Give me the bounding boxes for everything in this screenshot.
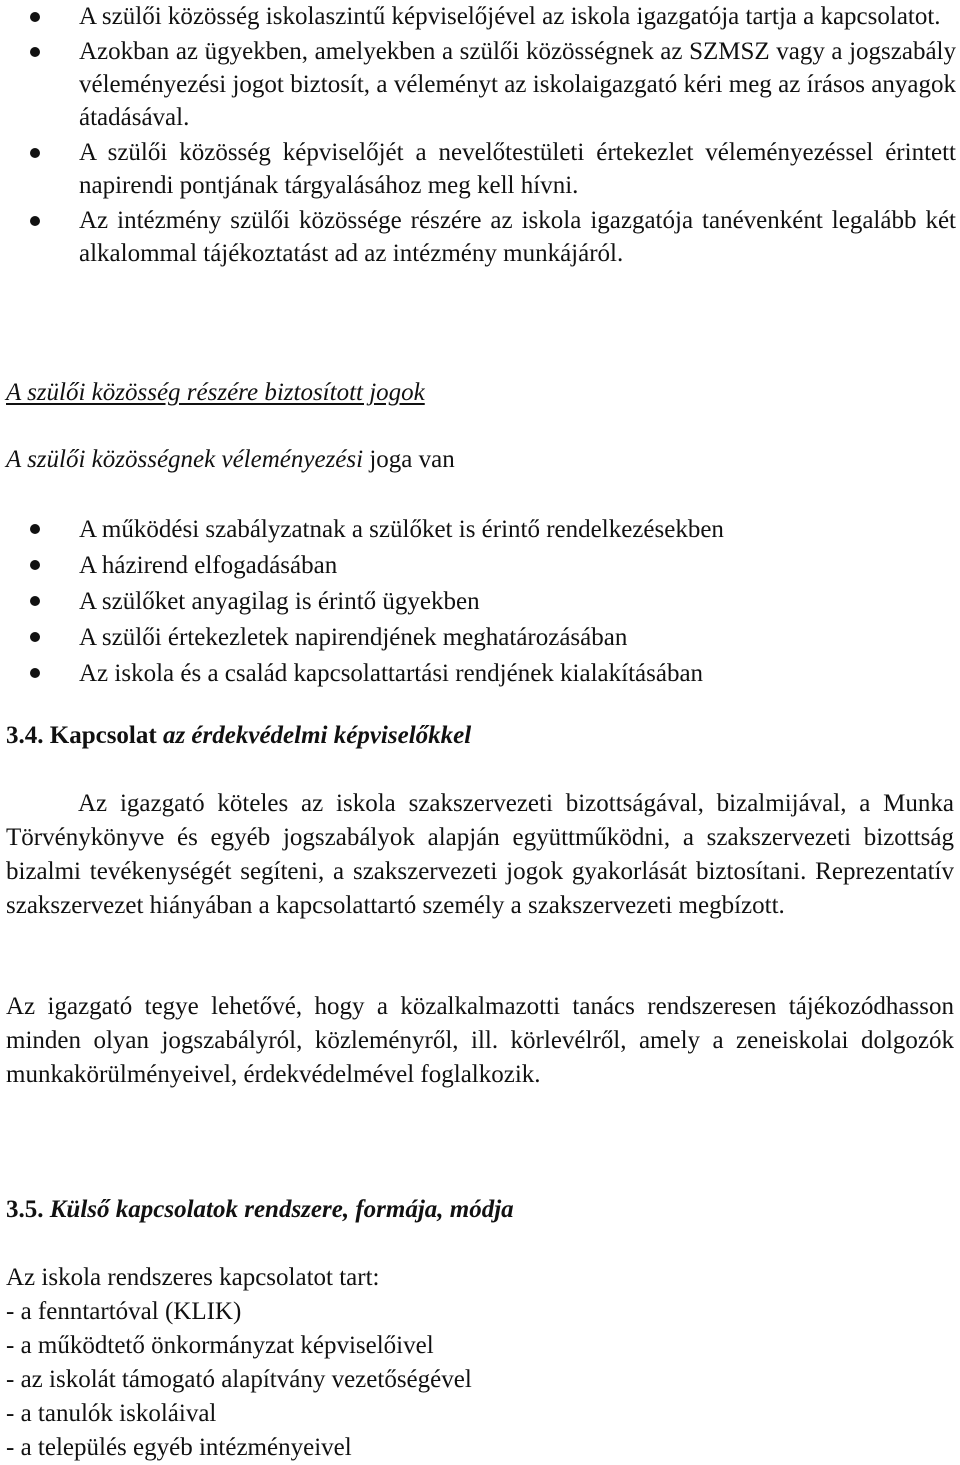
list-item: - a fenntartóval (KLIK) — [6, 1298, 242, 1325]
list-item-text: A házirend elfogadásában — [79, 552, 338, 579]
bullet-icon — [30, 216, 40, 226]
list-item-text: Azokban az ügyekben, amelyekben a szülői közösségnek az SZMSZ vagy a jogszabály véleményezési jogot biztosít, a véleményt az iskolaigazgató kéri meg az írásos anyagok átadásával. — [79, 38, 956, 131]
list-item: - a település egyéb intézményeivel — [6, 1434, 352, 1461]
list-item-text: Az iskola és a család kapcsolattartási rendjének kialakításában — [79, 660, 704, 687]
section-title-italic: Külső kapcsolatok rendszere, formája, módja — [49, 1196, 514, 1223]
list-item: - a tanulók iskoláival — [6, 1400, 217, 1427]
list-item-text: Az intézmény szülői közössége részére az iskola igazgatója tanévenként legalább két alkalommal tájékoztatást ad az intézmény munkájáról. — [79, 207, 956, 267]
list-item: - az iskolát támogató alapítvány vezetőségével — [6, 1366, 472, 1393]
list-item-text: A szülői értekezletek napirendjének meghatározásában — [79, 624, 628, 651]
list-item — [0, 548, 960, 584]
list-item — [0, 0, 960, 33]
section-title-italic: az érdekvédelmi képviselőkkel — [162, 722, 472, 749]
bullet-icon — [30, 632, 40, 642]
list-item-text: A szülői közösség iskolaszintű képviselőjével az iskola igazgatója tartja a kapcsolatot. — [79, 3, 941, 30]
list-item: - a működtető önkormányzat képviselőivel — [6, 1332, 434, 1359]
section-heading-3-5 — [6, 1193, 514, 1226]
list-item — [0, 656, 960, 692]
bullet-icon — [30, 47, 40, 57]
list-item — [0, 35, 960, 134]
bullet-icon — [30, 596, 40, 606]
external-contacts — [6, 1261, 954, 1465]
section-number: 3.5. — [6, 1196, 50, 1223]
rights-list — [0, 512, 960, 692]
bullet-icon — [30, 148, 40, 158]
list-item — [0, 584, 960, 620]
bullet-icon — [30, 560, 40, 570]
rights-intro-normal: joga van — [363, 446, 455, 473]
rights-intro — [6, 443, 455, 476]
list-item-text: A működési szabályzatnak a szülőket is érintő rendelkezésekben — [79, 516, 724, 543]
bullet-icon — [30, 12, 40, 22]
section-heading-3-4 — [6, 719, 471, 752]
section-number: 3.4. — [6, 722, 50, 749]
list-item — [0, 136, 960, 202]
list-item — [0, 620, 960, 656]
external-contacts-intro: Az iskola rendszeres kapcsolatot tart: — [6, 1264, 380, 1291]
paragraph-council: Az igazgató tegye lehetővé, hogy a közalkalmazotti tanács rendszeresen tájékozódhasson minden olyan jogszabályról, közleményről, ill. körlevélről, amely a zeneiskolai dolgozók munkakörülményeivel, érdekvédelmével foglalkozik. — [6, 993, 954, 1088]
section-title-bold: Kapcsolat — [49, 722, 163, 749]
school-contact-list — [0, 0, 960, 272]
list-item — [0, 204, 960, 270]
list-item — [0, 512, 960, 548]
list-item-text: A szülői közösség képviselőjét a nevelőtestületi értekezlet véleményezéssel érintett napirendi pontjának tárgyalásához meg kell hívni. — [79, 139, 956, 199]
bullet-icon — [30, 668, 40, 678]
rights-heading: A szülői közösség részére biztosított jogok — [6, 379, 425, 406]
bullet-icon — [30, 524, 40, 534]
paragraph-union: Az igazgató köteles az iskola szakszervezeti bizottságával, bizalmijával, a Munka Törvénykönyve és egyéb jogszabályok alapján együttműködni, a szakszervezeti bizottság bizalmi tevékenységét segíteni, a szakszervezeti jogok gyakorlását biztosítani. Reprezentatív szakszervezet hiányában a kapcsolattartó személy a szakszervezeti megbízott. — [6, 790, 954, 919]
rights-intro-italic: A szülői közösségnek véleményezési — [6, 446, 364, 473]
list-item-text: A szülőket anyagilag is érintő ügyekben — [79, 588, 480, 615]
